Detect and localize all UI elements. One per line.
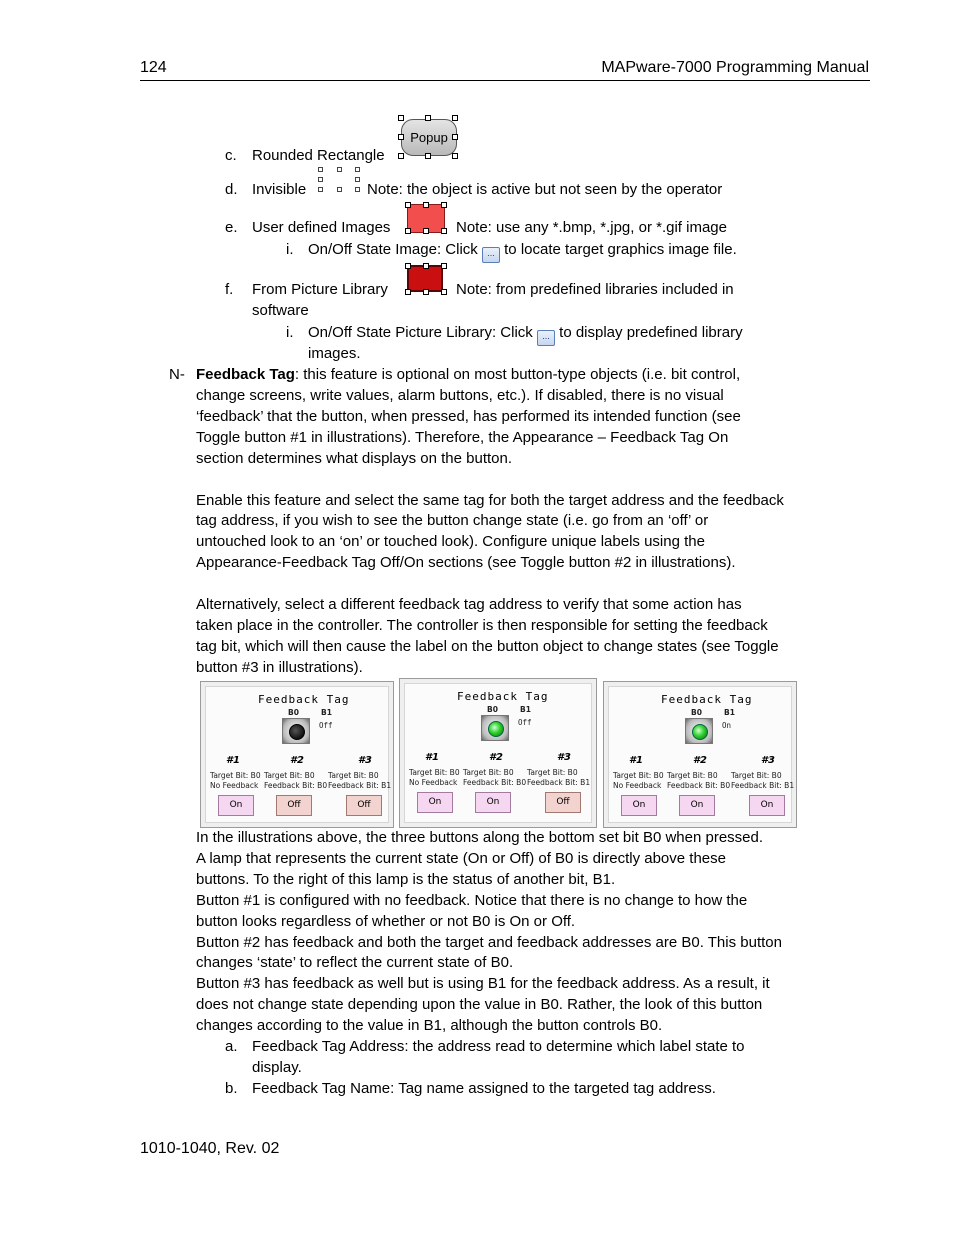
target-bit-label: Target Bit: B0 xyxy=(210,771,261,780)
lamp-indicator xyxy=(488,721,504,737)
feedback-bit-label: Feedback Bit: B0 xyxy=(463,778,527,787)
feedback-para-line: Toggle button #1 in illustrations). Therefore, the Appearance – Feedback Tag On xyxy=(196,429,729,446)
browse-icon: ... xyxy=(482,247,500,263)
b0-label: B0 xyxy=(691,708,702,717)
para4-line: changes ‘state’ to reflect the current state of B0. xyxy=(196,954,514,971)
header-rule xyxy=(140,80,870,81)
toggle-button[interactable]: On xyxy=(417,792,453,813)
toggle-button[interactable]: Off xyxy=(276,795,312,816)
target-bit-label: Target Bit: B0 xyxy=(731,771,782,780)
list-e-label: User defined Images xyxy=(252,219,391,236)
feedback-para-line xyxy=(196,364,740,385)
b0-label: B0 xyxy=(288,708,299,717)
target-bit-label: Target Bit: B0 xyxy=(328,771,379,780)
toggle-button[interactable]: On xyxy=(679,795,715,816)
target-bit-label: Target Bit: B0 xyxy=(667,771,718,780)
b0-label: B0 xyxy=(487,705,498,714)
toggle-button[interactable]: Off xyxy=(346,795,382,816)
target-bit-label: Target Bit: B0 xyxy=(409,768,460,777)
para2-line: untouched look to an ‘on’ or touched look). Configure unique labels using the xyxy=(196,533,705,550)
b1-state: Off xyxy=(319,721,333,730)
list-f-sub-before: On/Off State Picture Library: Click xyxy=(308,324,533,341)
list-c-letter: c. xyxy=(225,147,237,164)
list-c-label: Rounded Rectangle xyxy=(252,147,385,164)
list-f-letter: f. xyxy=(225,281,234,298)
toggle-button[interactable]: On xyxy=(621,795,657,816)
para4-line: Button #3 has feedback as well but is using B1 for the feedback address. As a result, it xyxy=(196,975,770,992)
manual-title: MAPware-7000 Programming Manual xyxy=(601,59,869,76)
b0-lamp xyxy=(481,715,509,741)
list-d-label: Invisible xyxy=(252,181,307,198)
list-e-sub-text xyxy=(308,239,737,263)
popup-label: Popup xyxy=(401,119,457,156)
feedback-illustration-panel xyxy=(200,681,394,828)
toggle-button[interactable]: On xyxy=(749,795,785,816)
button-number: #1 xyxy=(629,755,643,766)
button-number: #3 xyxy=(761,755,775,766)
list-f-label: From Picture Library xyxy=(252,281,388,298)
list-d-note: Note: the object is active but not seen by the operator xyxy=(367,181,723,198)
feedback-illustration-panel xyxy=(603,681,797,828)
toggle-button[interactable]: Off xyxy=(545,792,581,813)
list-d-letter: d. xyxy=(225,181,238,198)
panel-title: Feedback Tag xyxy=(258,693,350,706)
feedback-bit-label: Feedback Bit: B0 xyxy=(264,781,328,790)
feedback-bit-label: No Feedback xyxy=(210,781,259,790)
panel-title: Feedback Tag xyxy=(457,690,549,703)
para2-line: Appearance-Feedback Tag Off/On sections (see Toggle button #2 in illustrations). xyxy=(196,554,736,571)
target-bit-label: Target Bit: B0 xyxy=(463,768,514,777)
item-a-text-cont: display. xyxy=(252,1059,302,1076)
para3-line: tag bit, which will then cause the label on the button object to change states (see Toggle xyxy=(196,638,779,655)
library-image-sample xyxy=(405,263,447,295)
list-f-sub-cont: images. xyxy=(308,345,361,362)
list-f-note: Note: from predefined libraries included in xyxy=(456,281,734,298)
list-f-sub-letter: i. xyxy=(286,324,294,341)
toggle-button[interactable]: On xyxy=(218,795,254,816)
target-bit-label: Target Bit: B0 xyxy=(527,768,578,777)
item-a-text: Feedback Tag Address: the address read to determine which label state to xyxy=(252,1038,745,1055)
para4-line: does not change state depending upon the value in B0. Rather, the look of this button xyxy=(196,996,763,1013)
button-number: #1 xyxy=(226,755,240,766)
target-bit-label: Target Bit: B0 xyxy=(613,771,664,780)
button-number: #2 xyxy=(489,752,503,763)
b0-lamp xyxy=(685,718,713,744)
para3-line: Alternatively, select a different feedback tag address to verify that some action has xyxy=(196,596,742,613)
item-a-letter: a. xyxy=(225,1038,238,1055)
browse-icon: ... xyxy=(537,330,555,346)
button-number: #1 xyxy=(425,752,439,763)
feedback-bit-label: Feedback Bit: B0 xyxy=(667,781,731,790)
para3-line: taken place in the controller. The controller is then responsible for setting the feedback xyxy=(196,617,768,634)
rounded-rect-sample xyxy=(398,115,458,159)
toggle-button[interactable]: On xyxy=(475,792,511,813)
para2-line: tag address, if you wish to see the button change state (i.e. go from an ‘off’ or xyxy=(196,512,709,529)
feedback-para-line: ‘feedback’ that the button, when pressed, has performed its intended function (see xyxy=(196,408,741,425)
para4-line: In the illustrations above, the three buttons along the bottom set bit B0 when pressed. xyxy=(196,829,764,846)
panel-title: Feedback Tag xyxy=(661,693,753,706)
footer-doc-id: 1010-1040, Rev. 02 xyxy=(140,1140,280,1157)
feedback-bit-label: Feedback Bit: B1 xyxy=(527,778,591,787)
para3-line: button #3 in illustrations). xyxy=(196,659,363,676)
list-f-sub-after: to display predefined library xyxy=(559,324,743,341)
list-f-note-cont: software xyxy=(252,302,309,319)
list-e-letter: e. xyxy=(225,219,238,236)
list-e-note: Note: use any *.bmp, *.jpg, or *.gif image xyxy=(456,219,727,236)
feedback-bit-label: No Feedback xyxy=(409,778,458,787)
para4-line: buttons. To the right of this lamp is the status of another bit, B1. xyxy=(196,871,616,888)
list-e-sub-after: to locate target graphics image file. xyxy=(504,241,737,258)
button-number: #3 xyxy=(358,755,372,766)
list-e-sub-before: On/Off State Image: Click xyxy=(308,241,478,258)
para2-line: Enable this feature and select the same tag for both the target address and the feedback xyxy=(196,492,784,509)
para4-line: Button #1 is configured with no feedback. Notice that there is no change to how the xyxy=(196,892,748,909)
invisible-sample xyxy=(318,167,360,193)
b1-label: B1 xyxy=(724,708,735,717)
section-marker: N- xyxy=(169,366,185,383)
feedback-para-line: change screens, write values, alarm buttons, etc.). If disabled, there is no visual xyxy=(196,387,724,404)
b1-label: B1 xyxy=(520,705,531,714)
list-f-sub-text xyxy=(308,322,743,346)
para4-line: changes according to the value in B1, although the button controls B0. xyxy=(196,1017,663,1034)
feedback-term: Feedback Tag xyxy=(196,366,295,383)
target-bit-label: Target Bit: B0 xyxy=(264,771,315,780)
b1-state: Off xyxy=(518,718,532,727)
feedback-bit-label: No Feedback xyxy=(613,781,662,790)
feedback-bit-label: Feedback Bit: B1 xyxy=(328,781,392,790)
list-e-sub-letter: i. xyxy=(286,241,294,258)
item-b-letter: b. xyxy=(225,1080,238,1097)
b1-state: On xyxy=(722,721,732,730)
button-number: #2 xyxy=(693,755,707,766)
lamp-indicator xyxy=(692,724,708,740)
lamp-indicator xyxy=(289,724,305,740)
b0-lamp xyxy=(282,718,310,744)
button-number: #3 xyxy=(557,752,571,763)
feedback-bit-label: Feedback Bit: B1 xyxy=(731,781,795,790)
para4-line: A lamp that represents the current state (On or Off) of B0 is directly above these xyxy=(196,850,726,867)
item-b-text: Feedback Tag Name: Tag name assigned to the targeted tag address. xyxy=(252,1080,716,1097)
user-image-sample xyxy=(405,202,447,234)
para4-line: button looks regardless of whether or not B0 is On or Off. xyxy=(196,913,576,930)
button-number: #2 xyxy=(290,755,304,766)
page-number: 124 xyxy=(140,59,167,76)
feedback-illustration-panel xyxy=(399,678,597,828)
b1-label: B1 xyxy=(321,708,332,717)
feedback-para-line: section determines what displays on the button. xyxy=(196,450,513,467)
para4-line: Button #2 has feedback and both the target and feedback addresses are B0. This button xyxy=(196,934,782,951)
feedback-intro: : this feature is optional on most button-type objects (i.e. bit control, xyxy=(294,366,741,383)
